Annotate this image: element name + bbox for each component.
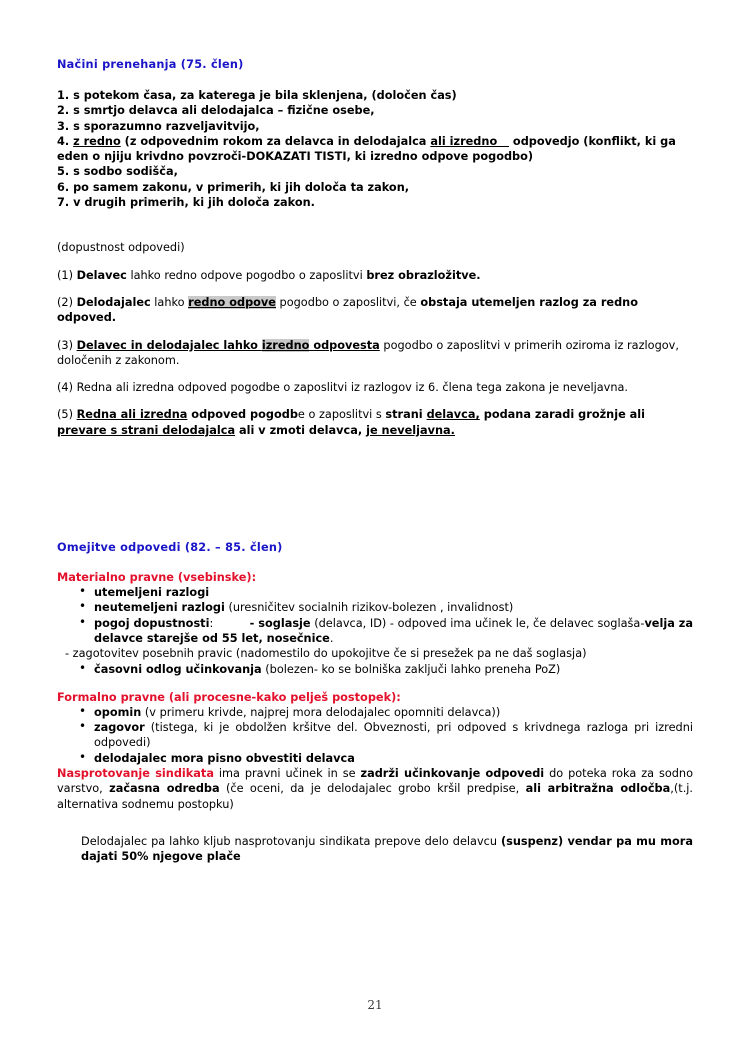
paragraph-2 [57, 295, 693, 326]
spacer [57, 677, 693, 691]
suspenz-bold: (suspenz) vendar pa mu mora dajati 50% njegove plače [81, 834, 693, 864]
spacer [57, 283, 693, 295]
bullet-plain: (bolezen- ko se bolniška zaključi lahko preneha PoZ) [261, 662, 561, 676]
union-text-3: (če oceni, da je delodajalec grobo kršil predpise, [219, 782, 526, 796]
paragraph-2-bold-delodajalec: Delodajalec [76, 295, 151, 309]
paragraph-5-number: (5) [57, 408, 77, 422]
list-item: 6. po samem zakonu, v primerih, ki jih določa ta zakon, [57, 180, 410, 194]
paragraph-5-underline-je-neveljavna: je neveljavna. [366, 423, 455, 437]
paragraph-4: (4) Redna ali izredna odpoved pogodbe o zaposlitvi iz razlogov iz 6. člena tega zakona je neveljavna. [57, 381, 629, 395]
paragraph-2-highlight-redno-odpove: redno odpove [188, 295, 276, 309]
bullet-bold: zagovor [94, 721, 145, 735]
bullet-bold: neutemeljeni razlogi [94, 601, 225, 615]
spacer [57, 555, 693, 571]
paragraph-3-highlight-izredno: izredno [261, 338, 310, 352]
paragraph-3 [57, 338, 693, 369]
bullet-bold-soglasje: - soglasje [249, 616, 311, 630]
bullet-plain: (tistega, ki je obdolžen kršitve del. Obveznosti, pri odpoved s krivdnega razloga pri izredni odpovedi) [94, 721, 693, 750]
bullet-bold: opomin [94, 705, 142, 719]
list-item [94, 662, 693, 677]
list-item: 2. s smrtjo delavca ali delodajalca – fizične osebe, [57, 104, 375, 118]
list-item: 5. s sodbo sodišča, [57, 165, 178, 179]
list-item-4-end: odpovedjo (konflikt, ki ga eden o njiju krivdno povzroči-DOKAZATI TISTI, ki izredno odpove pogodbo) [57, 134, 676, 164]
bullet-plain: (v primeru krivde, najprej mora delodajalec opomniti delavca)) [141, 705, 501, 719]
paragraph-5-bold-2: podana zaradi grožnje ali [479, 408, 646, 422]
paragraph-1 [57, 268, 693, 283]
paragraph-5-underline-delavca: delavca, [426, 408, 480, 422]
paragraph-1-number: (1) [57, 268, 77, 282]
spacer [57, 210, 693, 240]
spacer [57, 368, 693, 380]
list-item [94, 751, 693, 766]
paragraph-5-underline-prevare: prevare s strani delodajalca [57, 423, 236, 437]
paragraph-5-bold-strani: strani [385, 408, 427, 422]
paragraph-5-bold-3: ali v zmoti delavca, [235, 423, 367, 437]
union-bold-3: ali arbitražna odločba [525, 782, 671, 796]
bullet-list-formalno [57, 705, 693, 766]
subheading-materialno-pravne-text: Materialno pravne (vsebinske [57, 571, 247, 585]
spacer [57, 395, 693, 407]
union-bold-1: zadrži učinkovanje odpovedi [360, 767, 545, 781]
section-gap [57, 438, 693, 541]
subheading-materialno-pravne-tail: ): [246, 571, 257, 585]
paragraph-3-text: pogodbo o zaposlitvi v primerih oziroma iz razlogov, določenih z zakonom. [57, 338, 679, 367]
bullet-plain-1: (delavca, ID) - odpoved ima učinek le, če delavec soglaša- [310, 616, 645, 630]
union-text-1: ima pravni učinek in se [213, 767, 361, 781]
list-item-4 [57, 134, 693, 165]
union-text-4: ,(t.j. alternativa sodnemu postopku) [57, 782, 694, 811]
dash-note-zagotovitev: - zagotovitev posebnih pravic (nadomestilo do upokojitve če si presežek pa ne daš soglasja) [65, 647, 587, 661]
paragraph-1-bold-delavec: Delavec [76, 268, 127, 282]
paragraph-suspenz [57, 834, 693, 865]
paragraph-5-bold-1: odpoved pogodb [187, 408, 298, 422]
bullet-bold: delodajalec mora pisno obvestiti delavca [94, 751, 355, 765]
bullet-bold-velja: velja za delavce starejše od 55 let, nosečnice [94, 616, 694, 645]
union-bold-2: začasna odredba [109, 782, 220, 796]
list-item-4-number: 4. [57, 134, 74, 148]
paragraph-2-text-1: lahko [150, 295, 189, 309]
paragraph-2-text-2: pogodbo o zaposlitvi, če [275, 295, 421, 309]
section-heading-omejitve-odpovedi: Omejitve odpovedi (82. – 85. člen) [57, 541, 283, 555]
bullet-bold: časovni odlog učinkovanja [94, 662, 262, 676]
list-item [94, 720, 693, 751]
bullet-plain-2: . [329, 631, 334, 645]
list-item [94, 705, 693, 720]
spacer [57, 72, 693, 88]
list-item: 3. s sporazumno razveljavitvijo, [57, 119, 260, 133]
list-item [94, 600, 693, 615]
paragraph-3-number: (3) [57, 338, 77, 352]
list-item-pogoj-dopustnosti [94, 616, 693, 647]
list-item-4-underline-ali-izredno: ali izredno [430, 134, 509, 148]
subheading-formalno-pravne: Formalno pravne (ali procesne-kako pelješ postopek): [57, 690, 401, 704]
list-item: 7. v drugih primerih, ki jih določa zakon. [57, 196, 315, 210]
section-heading-nacini-prenehanja: Načini prenehanja (75. člen) [57, 58, 244, 71]
spacer [57, 256, 693, 268]
paragraph-2-bold-tail: obstaja utemeljen razlog za redno odpoved. [57, 295, 638, 325]
red-bold-nasprotovanje-sindikata: Nasprotovanje sindikata [57, 767, 214, 781]
list-item: 1. s potekom časa, za katerega je bila sklenjena, (določen čas) [57, 89, 457, 102]
bullet-bold-pogoj: pogoj dopustnosti [94, 616, 210, 630]
spacer [57, 326, 693, 338]
paragraph-1-bold-brez-obrazlozitve: brez obrazložitve. [366, 268, 481, 282]
subheading-materialno-pravne [57, 571, 693, 585]
page-number: 21 [367, 998, 383, 1012]
paragraph-5 [57, 407, 693, 438]
bullet-plain: (uresničitev socialnih rizikov-bolezen , invalidnost) [224, 601, 514, 615]
paragraph-1-text: lahko redno odpove pogodbo o zaposlitvi [126, 268, 367, 282]
bullet-bold: utemeljeni razlogi [94, 586, 210, 600]
bullet-list-casovni-odlog [57, 662, 693, 677]
subtitle-dopustnost-odpovedi: (dopustnost odpovedi) [57, 241, 185, 255]
numbered-list-prenehanje [57, 88, 693, 210]
paragraph-5-text-1: e o zaposlitvi s [297, 408, 386, 422]
bullet-list-materialno [57, 585, 693, 646]
list-item-4-middle: (z odpovednim rokom za delavca in delodajalca [120, 134, 431, 148]
suspenz-text: Delodajalec pa lahko kljub nasprotovanju sindikata prepove delo delavcu [81, 834, 501, 848]
document-content [57, 58, 693, 865]
spacer [57, 812, 693, 834]
paragraph-3-bold-underline-odpovesta: odpovesta [309, 338, 380, 352]
paragraph-3-bold-underline-lead: Delavec in delodajalec lahko [76, 338, 262, 352]
list-item-4-underline-z-redno: z redno [73, 134, 121, 148]
bullet-spacer-text: : [209, 616, 250, 630]
list-item [94, 585, 693, 600]
paragraph-5-underline-redna-ali-izredna: Redna ali izredna [76, 408, 188, 422]
paragraph-2-number: (2) [57, 295, 77, 309]
paragraph-nasprotovanje-sindikata [57, 766, 693, 812]
union-text-2: do poteka roka za sodno varstvo, [57, 767, 693, 796]
